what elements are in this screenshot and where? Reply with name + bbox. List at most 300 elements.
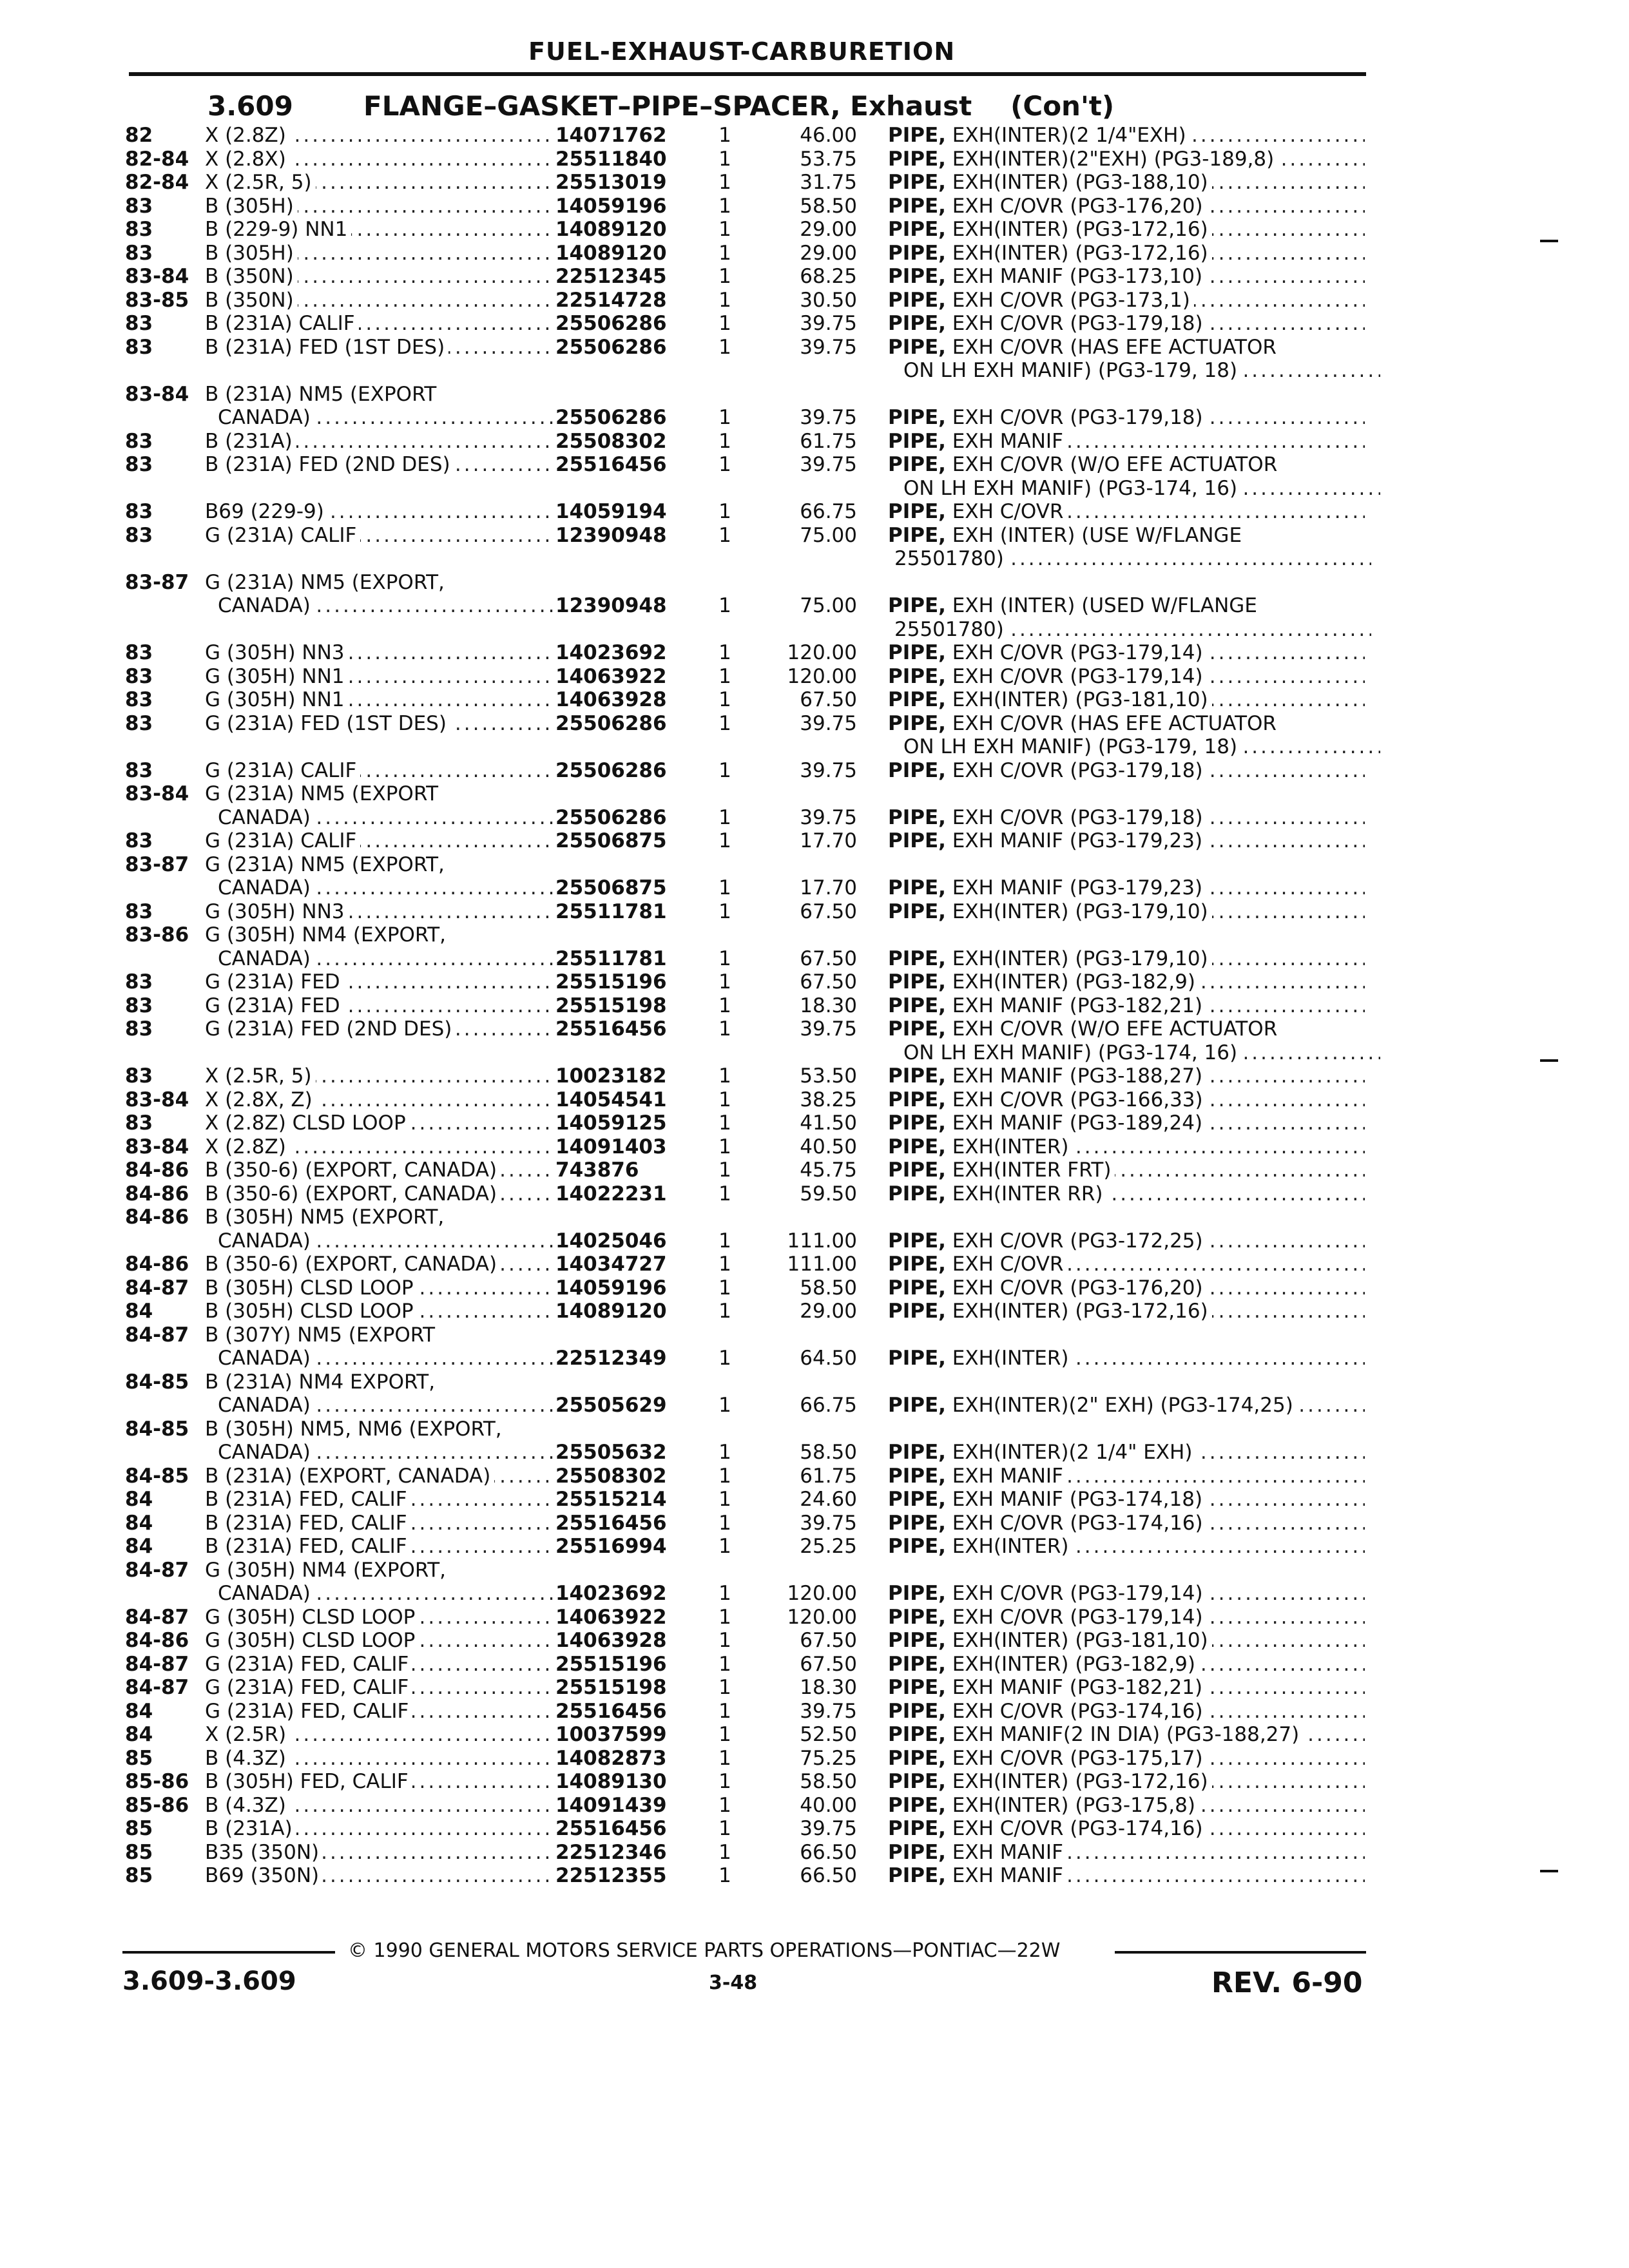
description-text: EXH C/OVR (PG3-179,18) (952, 406, 1203, 429)
model-year: 83 (125, 194, 153, 218)
quantity: 1 (718, 805, 731, 829)
description-text: EXH MANIF (952, 429, 1063, 453)
model-year: 83 (125, 711, 153, 735)
part-description (888, 665, 1365, 689)
application-cont: CANADA) ..... (218, 1441, 566, 1465)
price: 39.75 (800, 406, 857, 429)
description-prefix: PIPE, (888, 406, 946, 429)
part-number: 12390948 (555, 594, 667, 617)
part-description (888, 1841, 1365, 1865)
quantity: 1 (718, 1770, 731, 1793)
quantity: 1 (718, 1111, 731, 1135)
application: X (2.8X) ..... (205, 148, 553, 171)
header-rule (129, 72, 1366, 76)
part-number: 25515196 (555, 970, 667, 994)
description-cont: 25501780) ..... (894, 618, 1371, 642)
price: 39.75 (800, 711, 857, 735)
part-description (888, 1182, 1365, 1206)
part-description (888, 453, 1365, 477)
price: 75.00 (800, 594, 857, 617)
price: 45.75 (800, 1158, 857, 1182)
part-number: 25506286 (555, 335, 667, 359)
margin-mark (1540, 240, 1558, 242)
parts-row (0, 242, 1629, 265)
price: 58.50 (800, 1770, 857, 1793)
quantity: 1 (718, 1300, 731, 1323)
part-number: 14071762 (555, 124, 667, 147)
model-year: 84-85 (125, 1464, 189, 1488)
part-number: 22512349 (555, 1347, 667, 1370)
parts-row (0, 900, 1629, 924)
price: 53.50 (800, 1064, 857, 1088)
quantity: 1 (718, 453, 731, 476)
price: 29.00 (800, 241, 857, 265)
part-number: 14082873 (555, 1746, 667, 1770)
parts-row (0, 1465, 1629, 1488)
description-prefix: PIPE, (888, 1699, 946, 1723)
model-year: 84 (125, 1723, 153, 1746)
price: 66.75 (800, 500, 857, 523)
description-prefix: PIPE, (888, 1253, 946, 1276)
application: G (231A) FED, CALIF ..... (205, 1653, 553, 1677)
description-text: EXH(INTER) (952, 1135, 1069, 1158)
part-description (888, 970, 1365, 994)
description-text: EXH MANIF (PG3-179,23) (952, 829, 1203, 852)
quantity: 1 (718, 688, 731, 711)
description-prefix: PIPE, (888, 288, 946, 312)
quantity: 1 (718, 147, 731, 171)
copyright-notice: © 1990 GENERAL MOTORS SERVICE PARTS OPERATIONS—PONTIAC—22W (348, 1939, 1061, 1962)
description-prefix: PIPE, (888, 1793, 946, 1817)
part-description (888, 1794, 1365, 1818)
part-number: 25516456 (555, 1511, 667, 1535)
parts-row (0, 1347, 1629, 1370)
application: B (305H) NM5 (EXPORT, (205, 1206, 553, 1229)
description-text: EXH(INTER) (PG3-181,10) (952, 1629, 1208, 1652)
quantity: 1 (718, 1629, 731, 1652)
application: G (305H) NM4 (EXPORT, (205, 923, 553, 947)
part-description (888, 1535, 1365, 1559)
part-number: 14063922 (555, 664, 667, 688)
application: G (231A) FED, CALIF ..... (205, 1700, 553, 1724)
part-description (888, 336, 1365, 360)
price: 61.75 (800, 429, 857, 453)
description-text: EXH C/OVR (PG3-179,14) (952, 641, 1203, 664)
application-cont: CANADA) ..... (218, 876, 566, 900)
description-prefix: PIPE, (888, 1511, 946, 1535)
part-description (888, 218, 1365, 242)
part-number: 25505629 (555, 1394, 667, 1417)
parts-row (0, 1841, 1629, 1865)
price: 66.50 (800, 1840, 857, 1864)
model-year: 84-87 (125, 1652, 189, 1676)
quantity: 1 (718, 241, 731, 265)
description-prefix: PIPE, (888, 194, 946, 218)
description-prefix: PIPE, (888, 241, 946, 265)
model-year: 85-86 (125, 1793, 189, 1817)
part-description (888, 712, 1365, 736)
description-text: EXH(INTER)(2 1/4"EXH) (952, 124, 1186, 147)
parts-row (0, 1559, 1629, 1582)
model-year: 84-86 (125, 1253, 189, 1276)
description-text: EXH C/OVR (PG3-174,16) (952, 1511, 1203, 1535)
description-prefix: PIPE, (888, 1676, 946, 1699)
application: B (231A) ..... (205, 1817, 553, 1841)
application: B (307Y) NM5 (EXPORT (205, 1323, 553, 1347)
part-number: 25506286 (555, 711, 667, 735)
model-year: 84-87 (125, 1558, 189, 1582)
parts-row (0, 1629, 1629, 1653)
application: B (350-6) (EXPORT, CANADA) ..... (205, 1158, 553, 1182)
parts-row (0, 265, 1629, 289)
part-description (888, 594, 1365, 618)
part-number: 14059125 (555, 1111, 667, 1135)
parts-row (0, 1747, 1629, 1771)
part-number: 25516456 (555, 1017, 667, 1041)
description-text: EXH MANIF (952, 1464, 1063, 1488)
quantity: 1 (718, 1864, 731, 1887)
parts-row (0, 124, 1629, 148)
model-year: 82-84 (125, 171, 189, 194)
description-cont: 25501780) ..... (894, 547, 1371, 571)
part-description (888, 406, 1365, 430)
application: G (305H) NM4 (EXPORT, (205, 1559, 553, 1582)
application: B (305H) ..... (205, 242, 553, 265)
description-prefix: PIPE, (888, 171, 946, 194)
part-number: 10037599 (555, 1723, 667, 1746)
part-number: 14034727 (555, 1253, 667, 1276)
description-prefix: PIPE, (888, 1182, 946, 1206)
price: 39.75 (800, 1699, 857, 1723)
description-prefix: PIPE, (888, 1064, 946, 1088)
part-description (888, 1770, 1365, 1794)
description-prefix: PIPE, (888, 335, 946, 359)
parts-row (0, 359, 1629, 383)
parts-row (0, 1088, 1629, 1112)
parts-row (0, 618, 1629, 642)
part-number: 14063928 (555, 1629, 667, 1652)
parts-row (0, 1535, 1629, 1559)
application-cont: CANADA) ..... (218, 1394, 566, 1418)
description-prefix: PIPE, (888, 147, 946, 171)
part-description (888, 947, 1365, 971)
price: 17.70 (800, 876, 857, 899)
description-prefix: PIPE, (888, 1817, 946, 1840)
part-description (888, 265, 1365, 289)
description-text: EXH C/OVR (PG3-179,18) (952, 805, 1203, 829)
description-prefix: PIPE, (888, 500, 946, 523)
part-number: 12390948 (555, 523, 667, 547)
description-prefix: PIPE, (888, 1723, 946, 1746)
description-text: EXH C/OVR (PG3-179,14) (952, 664, 1203, 688)
description-text: EXH C/OVR (HAS EFE ACTUATOR (952, 711, 1277, 735)
part-description (888, 1394, 1365, 1418)
parts-row (0, 406, 1629, 430)
part-number: 14089120 (555, 218, 667, 241)
application: X (2.8Z) ..... (205, 1135, 553, 1159)
model-year: 83 (125, 829, 153, 852)
description-text: EXH MANIF (PG3-182,21) (952, 1676, 1203, 1699)
parts-row (0, 712, 1629, 736)
part-number: 14089120 (555, 1300, 667, 1323)
model-year: 83 (125, 523, 153, 547)
quantity: 1 (718, 124, 731, 147)
description-prefix: PIPE, (888, 1535, 946, 1558)
part-number: 22512345 (555, 265, 667, 288)
quantity: 1 (718, 1652, 731, 1676)
description-prefix: PIPE, (888, 688, 946, 711)
description-text: EXH (INTER) (USED W/FLANGE (952, 594, 1257, 617)
model-year: 84 (125, 1511, 153, 1535)
application: X (2.5R) ..... (205, 1723, 553, 1747)
part-number: 25506286 (555, 312, 667, 335)
description-prefix: PIPE, (888, 664, 946, 688)
section-heading (207, 90, 1114, 122)
description-text: EXH MANIF (952, 1840, 1063, 1864)
section-range: 3.609-3.609 (122, 1966, 296, 1996)
part-description (888, 524, 1365, 548)
quantity: 1 (718, 1605, 731, 1629)
application-cont: CANADA) ..... (218, 406, 566, 430)
application: B (229-9) NN1 ..... (205, 218, 553, 242)
part-description (888, 876, 1365, 900)
application: G (305H) NN1 ..... (205, 688, 553, 712)
quantity: 1 (718, 1723, 731, 1746)
model-year: 83-87 (125, 852, 189, 876)
model-year: 84-86 (125, 1158, 189, 1182)
parts-row (0, 665, 1629, 689)
description-text: EXH(INTER FRT) (952, 1158, 1112, 1182)
price: 39.75 (800, 1511, 857, 1535)
part-number: 14023692 (555, 1582, 667, 1605)
description-prefix: PIPE, (888, 1770, 946, 1793)
price: 41.50 (800, 1111, 857, 1135)
description-text: EXH(INTER RR) (952, 1182, 1103, 1206)
part-description (888, 312, 1365, 336)
part-description (888, 500, 1365, 524)
application: B (231A) FED (2ND DES) ..... (205, 453, 553, 477)
quantity: 1 (718, 1394, 731, 1417)
parts-row (0, 477, 1629, 501)
part-number: 25506875 (555, 829, 667, 852)
part-number: 25506286 (555, 406, 667, 429)
part-description (888, 1653, 1365, 1677)
part-number: 25515214 (555, 1488, 667, 1511)
description-text: EXH C/OVR (952, 500, 1064, 523)
quantity: 1 (718, 664, 731, 688)
price: 58.50 (800, 194, 857, 218)
application: G (305H) NN3 ..... (205, 900, 553, 924)
parts-row (0, 430, 1629, 454)
part-number: 14059196 (555, 194, 667, 218)
model-year: 83 (125, 994, 153, 1017)
description-text: EXH(INTER) (PG3-172,16) (952, 218, 1208, 241)
quantity: 1 (718, 947, 731, 970)
description-text: EXH(INTER) (PG3-179,10) (952, 899, 1208, 923)
part-number: 743876 (555, 1158, 639, 1182)
price: 39.75 (800, 453, 857, 476)
part-description (888, 1582, 1365, 1606)
description-text: EXH(INTER) (952, 1347, 1069, 1370)
parts-row (0, 1253, 1629, 1276)
description-prefix: PIPE, (888, 641, 946, 664)
parts-row (0, 1182, 1629, 1206)
description-prefix: PIPE, (888, 876, 946, 899)
part-number: 14063922 (555, 1605, 667, 1629)
part-number: 22512355 (555, 1864, 667, 1887)
description-text: EXH C/OVR (952, 1253, 1064, 1276)
description-prefix: PIPE, (888, 1347, 946, 1370)
description-prefix: PIPE, (888, 1135, 946, 1158)
model-year: 85-86 (125, 1770, 189, 1793)
parts-row (0, 1723, 1629, 1747)
description-prefix: PIPE, (888, 994, 946, 1017)
application: B69 (229-9) ..... (205, 500, 553, 524)
part-description (888, 1676, 1365, 1700)
description-prefix: PIPE, (888, 1394, 946, 1417)
model-year: 83-84 (125, 782, 189, 805)
application: B (231A) ..... (205, 430, 553, 454)
quantity: 1 (718, 1582, 731, 1605)
parts-list (0, 124, 1629, 1888)
quantity: 1 (718, 641, 731, 664)
description-text: EXH(INTER) (PG3-182,9) (952, 970, 1195, 994)
price: 120.00 (787, 664, 857, 688)
parts-row (0, 547, 1629, 571)
parts-row (0, 876, 1629, 900)
description-prefix: PIPE, (888, 1629, 946, 1652)
application: G (231A) FED (1ST DES) ..... (205, 712, 553, 736)
description-prefix: PIPE, (888, 429, 946, 453)
model-year: 85 (125, 1864, 153, 1887)
model-year: 84 (125, 1535, 153, 1558)
part-description (888, 195, 1365, 218)
part-description (888, 1465, 1365, 1488)
application: X (2.8Z) CLSD LOOP ..... (205, 1111, 553, 1135)
application: G (305H) NN3 ..... (205, 641, 553, 665)
parts-row (0, 1418, 1629, 1441)
parts-row (0, 923, 1629, 947)
description-text: EXH MANIF (952, 1864, 1063, 1887)
quantity: 1 (718, 1347, 731, 1370)
part-description (888, 1347, 1365, 1370)
description-text: EXH C/OVR (W/O EFE ACTUATOR (952, 1017, 1278, 1041)
description-prefix: PIPE, (888, 1158, 946, 1182)
application: X (2.5R, 5) ..... (205, 171, 553, 195)
application: G (231A) FED, CALIF ..... (205, 1676, 553, 1700)
model-year: 83 (125, 688, 153, 711)
price: 24.60 (800, 1488, 857, 1511)
part-number: 25515198 (555, 1676, 667, 1699)
part-description (888, 148, 1365, 171)
model-year: 84 (125, 1699, 153, 1723)
parts-row (0, 1135, 1629, 1159)
quantity: 1 (718, 1746, 731, 1770)
part-number: 10023182 (555, 1064, 667, 1088)
parts-row (0, 1606, 1629, 1629)
parts-row (0, 1370, 1629, 1394)
quantity: 1 (718, 1182, 731, 1206)
description-prefix: PIPE, (888, 265, 946, 288)
model-year: 85 (125, 1817, 153, 1840)
model-year: 83-87 (125, 570, 189, 594)
description-prefix: PIPE, (888, 899, 946, 923)
price: 68.25 (800, 265, 857, 288)
description-text: EXH C/OVR (PG3-175,17) (952, 1746, 1203, 1770)
model-year: 83-84 (125, 382, 189, 406)
description-text: EXH(INTER) (PG3-181,10) (952, 688, 1208, 711)
description-prefix: PIPE, (888, 1488, 946, 1511)
description-cont: ON LH EXH MANIF) (PG3-174, 16) ..... (903, 477, 1380, 501)
price: 31.75 (800, 171, 857, 194)
description-text: EXH C/OVR (HAS EFE ACTUATOR (952, 335, 1277, 359)
application-cont: CANADA) ..... (218, 594, 566, 618)
application-cont: CANADA) ..... (218, 1229, 566, 1253)
model-year: 84 (125, 1488, 153, 1511)
description-prefix: PIPE, (888, 1300, 946, 1323)
description-prefix: PIPE, (888, 523, 946, 547)
description-text: EXH(INTER) (PG3-172,16) (952, 241, 1208, 265)
description-text: EXH C/OVR (PG3-174,16) (952, 1699, 1203, 1723)
application: B (305H) CLSD LOOP ..... (205, 1276, 553, 1300)
description-text: EXH C/OVR (W/O EFE ACTUATOR (952, 453, 1278, 476)
description-text: EXH C/OVR (PG3-174,16) (952, 1817, 1203, 1840)
description-prefix: PIPE, (888, 312, 946, 335)
description-prefix: PIPE, (888, 1276, 946, 1300)
description-prefix: PIPE, (888, 453, 946, 476)
quantity: 1 (718, 406, 731, 429)
application: B (4.3Z) ..... (205, 1747, 553, 1771)
quantity: 1 (718, 171, 731, 194)
model-year: 83 (125, 970, 153, 994)
application: B (350-6) (EXPORT, CANADA) ..... (205, 1182, 553, 1206)
description-cont: ON LH EXH MANIF) (PG3-179, 18) ..... (903, 359, 1380, 383)
parts-row (0, 829, 1629, 853)
application: B (305H) FED, CALIF ..... (205, 1770, 553, 1794)
price: 40.50 (800, 1135, 857, 1158)
model-year: 83 (125, 218, 153, 241)
description-text: EXH MANIF (PG3-179,23) (952, 876, 1203, 899)
section-number: 3.609 (207, 90, 293, 122)
price: 25.25 (800, 1535, 857, 1558)
part-number: 14063928 (555, 688, 667, 711)
parts-row (0, 383, 1629, 407)
parts-row (0, 1229, 1629, 1253)
application: G (231A) CALIF ..... (205, 524, 553, 548)
description-text: EXH C/OVR (PG3-172,25) (952, 1229, 1203, 1253)
part-number: 25508302 (555, 429, 667, 453)
description-cont: ON LH EXH MANIF) (PG3-174, 16) ..... (903, 1041, 1380, 1065)
part-description (888, 900, 1365, 924)
part-number: 25511840 (555, 147, 667, 171)
description-text: EXH C/OVR (PG3-173,1) (952, 288, 1190, 312)
quantity: 1 (718, 1511, 731, 1535)
description-prefix: PIPE, (888, 1229, 946, 1253)
quantity: 1 (718, 1253, 731, 1276)
description-text: EXH(INTER)(2 1/4" EXH) (952, 1441, 1193, 1464)
price: 39.75 (800, 335, 857, 359)
quantity: 1 (718, 218, 731, 241)
price: 29.00 (800, 1300, 857, 1323)
part-number: 25511781 (555, 899, 667, 923)
part-description (888, 1229, 1365, 1253)
description-text: EXH C/OVR (PG3-176,20) (952, 1276, 1203, 1300)
model-year: 85 (125, 1840, 153, 1864)
price: 64.50 (800, 1347, 857, 1370)
application-cont: CANADA) ..... (218, 806, 566, 830)
description-prefix: PIPE, (888, 711, 946, 735)
part-number: 14059194 (555, 500, 667, 523)
